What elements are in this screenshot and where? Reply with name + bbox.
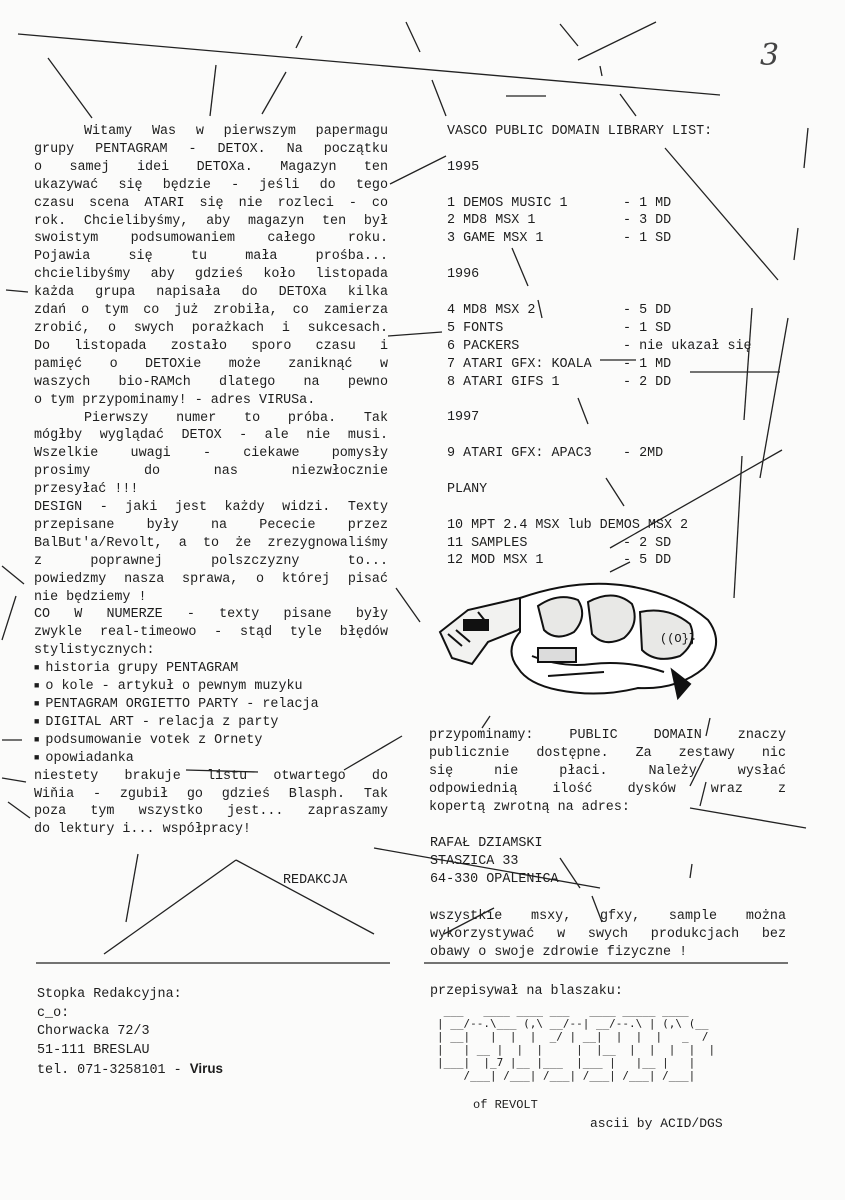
library-item xyxy=(447,195,792,213)
plans-heading: PLANY xyxy=(447,481,488,497)
ascii-heading: przepisywał na blaszaku: xyxy=(430,984,623,999)
intro-line: waszych bio-RAMch dlatego na pewno xyxy=(34,374,388,390)
pd-line: się nie płaci. Należy wysłać xyxy=(429,763,786,779)
phone-text: tel. 071-3258101 - xyxy=(37,1063,182,1078)
item-name: 9 ATARI GFX: APAC3 xyxy=(447,446,592,462)
pd-line: publicznie dostępne. Za zestawy nic xyxy=(429,745,786,761)
public-domain-note xyxy=(429,727,786,817)
intro-line: Pierwszy numer to próba. Tak xyxy=(84,410,388,426)
item-size: - 3 DD xyxy=(623,213,672,229)
item-size: - 1 SD xyxy=(623,320,672,336)
contents-item: ■ opowiadanka xyxy=(34,750,388,768)
library-item xyxy=(447,212,792,230)
intro-line: pamięć o DETOXie może zaniknąć w xyxy=(34,356,388,372)
intro-line: nie będziemy ! xyxy=(34,589,147,605)
address-line: RAFAŁ DZIAMSKI xyxy=(430,836,543,851)
intro-line: przepisane były na Pececie przez xyxy=(34,517,388,533)
closing-line: Wiňia - zgubił go gdzieś Blasph. Tak xyxy=(34,786,388,802)
intro-line: o samej idei DETOXa. Magazyn ten xyxy=(34,159,388,175)
intro-line: grupy PENTAGRAM - DETOX. Na początku xyxy=(34,141,388,157)
contents-item: ■ historia grupy PENTAGRAM xyxy=(34,660,388,678)
item-name: 2 MD8 MSX 1 xyxy=(447,213,536,229)
intro-line: swoistym podsumowaniem całego roku. xyxy=(34,231,388,247)
editorial-footer xyxy=(37,986,223,1081)
item-size: - 2 DD xyxy=(623,374,672,390)
intro-line: chcielibyśmy aby gdzieś koło listopada xyxy=(34,267,388,283)
library-title: VASCO PUBLIC DOMAIN LIBRARY LIST: xyxy=(447,124,713,139)
signature: REDAKCJA xyxy=(283,873,348,888)
intro-line: Wszelkie uwagi - ciekawe pomysły xyxy=(34,446,388,462)
year-heading: 1997 xyxy=(447,410,480,426)
item-name: 8 ATARI GIFS 1 xyxy=(447,374,560,390)
usage-line: wszystkie msxy, gfxy, sample można xyxy=(430,909,786,924)
item-name: 12 MOD MSX 1 xyxy=(447,553,544,569)
page-number: 3 xyxy=(760,38,780,73)
ascii-group: of REVOLT xyxy=(473,1098,538,1112)
item-size: - 2MD xyxy=(623,446,664,462)
item-size: - 1 MD xyxy=(623,356,672,372)
year-heading: 1996 xyxy=(447,267,480,283)
intro-line: DESIGN - jaki jest każdy widzi. Texty xyxy=(34,500,388,516)
pd-line: przypominamy: PUBLIC DOMAIN znaczy xyxy=(429,728,786,743)
intro-line: Witamy Was w pierwszym papermagu xyxy=(84,124,388,139)
library-item xyxy=(447,445,792,463)
plan-item xyxy=(447,535,792,553)
address-line: STASZICA 33 xyxy=(430,853,519,869)
item-name: 1 DEMOS MUSIC 1 xyxy=(447,195,568,211)
intro-line: Do listopada zostało sporo czasu i xyxy=(34,338,388,354)
footer-title: Stopka Redakcyjna: xyxy=(37,987,182,1002)
year-heading: 1995 xyxy=(447,159,480,175)
item-name: 3 GAME MSX 1 xyxy=(447,231,544,247)
item-name: 11 SAMPLES xyxy=(447,535,528,551)
closing-line: do lektury i... współpracy! xyxy=(34,822,251,838)
intro-line: BalBut'a/Revolt, a to że zrezygnowaliśmy xyxy=(34,535,388,551)
intro-line: rok. Chcielibyśmy, aby magazyn ten był xyxy=(34,213,388,229)
intro-line: Pojawia się tu mała prośba... xyxy=(34,249,388,265)
intro-line: mógłby wyglądać DETOX - ale nie musi. xyxy=(34,428,388,444)
usage-line: obawy o swoje zdrowie fizyczne ! xyxy=(430,944,688,960)
graffiti-logo xyxy=(428,572,728,712)
closing-line: niestety brakuje listu otwartego do xyxy=(34,768,388,784)
contents-item: ■ DIGITAL ART - relacja z party xyxy=(34,714,388,732)
item-name: 6 PACKERS xyxy=(447,338,520,354)
item-size: - 1 MD xyxy=(623,195,672,211)
phone-contact-name: Virus xyxy=(189,1061,223,1076)
address-line: 64-330 OPALENICA xyxy=(430,871,559,887)
item-name: 10 MPT 2.4 MSX lub DEMOS MSX 2 xyxy=(447,517,689,533)
ascii-credit: ascii by ACID/DGS xyxy=(590,1116,723,1131)
intro-line: czasu scena ATARI się nie rozleci - co xyxy=(34,195,388,211)
library-item xyxy=(447,338,792,356)
library-item xyxy=(447,356,792,374)
library-item xyxy=(447,374,792,392)
pd-line: odpowiednią ilość dysków wraz z xyxy=(429,781,786,797)
svg-text:((O}}: ((O}} xyxy=(660,632,697,646)
closing-line: poza tym wszystko jest... zapraszamy xyxy=(34,804,388,820)
library-item xyxy=(447,320,792,338)
footer-line: Chorwacka 72/3 xyxy=(37,1024,150,1039)
item-name: 4 MD8 MSX 2 xyxy=(447,302,536,318)
ascii-art: ___ ____ ____ ___ ____ _____ ____ | __/--.\___ (,\ __/--| __/--.\ | (,\ (__ | __| | | | _/ | __| | | | _ / | | __ | | | | |__ | | | | | |___| |_7 |__ |___ |___ | |__ | | /___| /___| /___| /___| /___| /___| xyxy=(437,1004,716,1082)
intro-line: stylistycznych: xyxy=(34,643,155,659)
mailing-address xyxy=(430,835,559,889)
library-item xyxy=(447,230,792,248)
intro-line: każda grupa napisała do DETOXa kilka xyxy=(34,285,388,301)
intro-line: zdań o tym co już zrobiła, co zamierza xyxy=(34,303,388,319)
intro-line: o tym przypominamy! - adres VIRUSa. xyxy=(34,392,316,408)
item-size: - 2 SD xyxy=(623,535,672,551)
item-size: - nie ukazał się xyxy=(623,338,752,354)
plan-item xyxy=(447,552,792,570)
intro-line: powiedzmy nasza sprawa, o której pisać xyxy=(34,571,388,587)
intro-line: ukazywać się będzie - jeśli do tego xyxy=(34,177,388,193)
contents-item: ■ o kole - artykuł o pewnym muzyku xyxy=(34,678,388,696)
library-list xyxy=(447,123,792,570)
footer-line: c_o: xyxy=(37,1005,70,1021)
usage-line: wykorzystywać w swych produkcjach bez xyxy=(430,926,786,942)
plan-item xyxy=(447,517,792,535)
footer-line: 51-111 BRESLAU xyxy=(37,1042,150,1058)
usage-note xyxy=(430,908,786,962)
item-size: - 5 DD xyxy=(623,553,672,569)
intro-line: zrobić, o swych porażkach i sukcesach. xyxy=(34,320,388,336)
contents-item: ■ podsumowanie votek z Ornety xyxy=(34,732,388,750)
footer-phone xyxy=(37,1060,223,1081)
item-name: 5 FONTS xyxy=(447,320,504,336)
item-size: - 5 DD xyxy=(623,302,672,318)
intro-column xyxy=(34,123,388,839)
pd-line: kopertą zwrotną na adres: xyxy=(429,799,630,815)
intro-line: prosimy do nas niezwłocznie xyxy=(34,464,388,480)
item-size: - 1 SD xyxy=(623,231,672,247)
intro-line: przesyłać !!! xyxy=(34,482,139,498)
intro-line: zwykle real-timeowo - stąd tyle błędów xyxy=(34,625,388,641)
item-name: 7 ATARI GFX: KOALA xyxy=(447,356,592,372)
intro-line: z poprawnej polszczyzny to... xyxy=(34,553,388,569)
contents-item: ■ PENTAGRAM ORGIETTO PARTY - relacja xyxy=(34,696,388,714)
library-item xyxy=(447,302,792,320)
intro-line: CO W NUMERZE - texty pisane były xyxy=(34,607,388,623)
